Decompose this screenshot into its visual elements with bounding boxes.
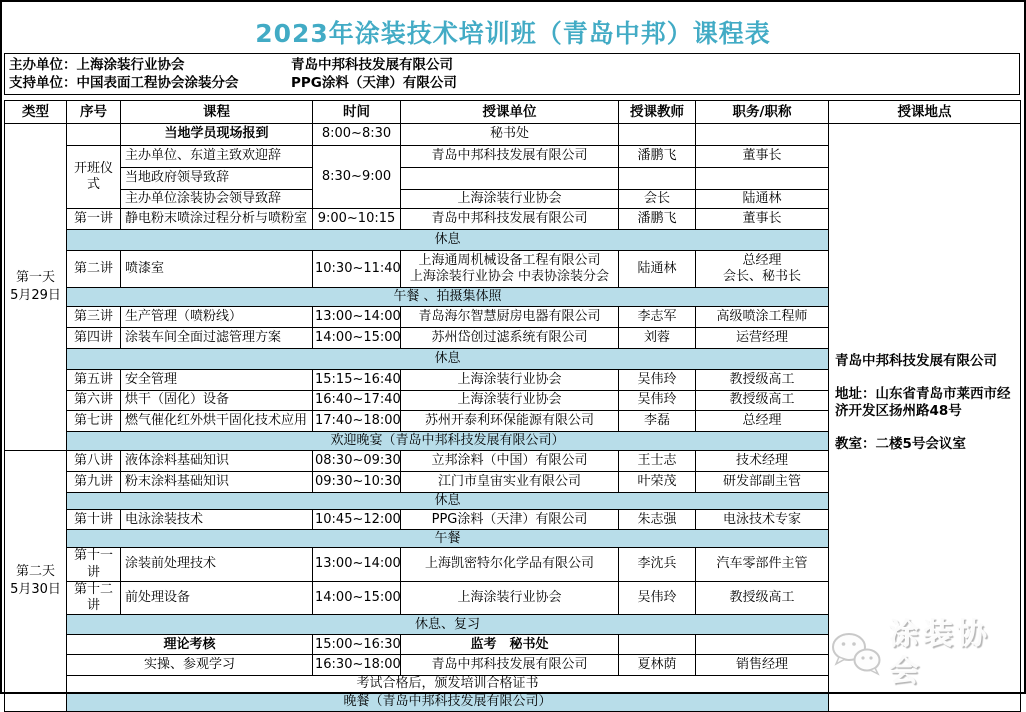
seq-cell: 第三讲 [67,307,121,328]
time-cell: 8:30~9:00 [313,146,401,209]
org-cell: 上海涂装行业协会 [401,190,619,209]
course-cell: 涂装车间全面过滤管理方案 [121,328,313,349]
org-cell: 江门市皇宙实业有限公司 [401,472,619,493]
org-cell: 青岛中邦科技发展有限公司 [401,209,619,230]
seq-cell [67,124,121,146]
course-cell: 当地政府领导致辞 [121,168,313,190]
title-cell [696,251,829,288]
title-cell [696,168,829,190]
seq-cell: 第十一讲 [67,548,121,582]
column-header-seq: 序号 [67,101,121,124]
host-row [9,56,1015,74]
column-header-type: 类型 [5,101,67,124]
teacher-cell: 吴伟玲 [619,391,696,411]
column-header-course: 课程 [121,101,313,124]
org-cell: PPG涂料（天津）有限公司 [401,510,619,530]
org-cell [401,251,619,288]
course-cell: 燃气催化红外烘干固化技术应用 [121,411,313,432]
course-cell: 液体涂料基础知识 [121,451,313,472]
course-cell: 主办单位、东道主致欢迎辞 [121,146,313,168]
seq-cell: 第十二讲 [67,581,121,615]
column-header-org: 授课单位 [401,101,619,124]
day-date: 5月29日 [10,288,61,303]
title-cell: 董事长 [696,209,829,230]
teacher-cell: 潘鹏飞 [619,146,696,168]
column-header-teacher: 授课教师 [619,101,696,124]
course-cell: 主办单位涂装协会领导致辞 [121,190,313,209]
title-cell: 总经理 [696,411,829,432]
table-row [5,124,1021,146]
course-cell: 粉末涂料基础知识 [121,472,313,493]
time-cell: 16:40~17:40 [313,391,401,411]
time-cell: 8:00~8:30 [313,124,401,146]
title-cell: 电泳技术专家 [696,510,829,530]
organizer-info-box [4,53,1020,95]
title-cell: 运营经理 [696,328,829,349]
time-cell: 10:45~12:00 [313,510,401,530]
page-title: 2023年涂装技术培训班（青岛中邦）课程表 [255,19,771,48]
host-label: 主办单位： [9,57,77,73]
time-cell: 9:00~10:15 [313,209,401,230]
teacher-cell: 吴伟玲 [619,581,696,615]
org-line-1: 上海通周机械设备工程有限公司 [418,252,601,268]
title-cell: 教授级高工 [696,391,829,411]
org-cell: 青岛海尔智慧厨房电器有限公司 [401,307,619,328]
time-cell: 09:30~10:30 [313,472,401,493]
column-header-time: 时间 [313,101,401,124]
title-cell [696,635,829,655]
column-header-location: 授课地点 [829,101,1021,124]
seq-cell: 第四讲 [67,328,121,349]
teacher-cell: 陆通林 [619,251,696,288]
time-cell: 15:15~16:40 [313,370,401,391]
teacher-cell [619,635,696,655]
title-cell: 技术经理 [696,451,829,472]
teacher-cell: 夏林荫 [619,655,696,676]
day-date: 5月30日 [10,581,61,597]
title-cell: 教授级高工 [696,370,829,391]
band-cell: 晚餐（青岛中邦科技发展有限公司） [67,693,829,711]
wechat-watermark [829,616,1014,691]
seq-cell: 开班仪式 [67,146,121,209]
title-cell: 教授级高工 [696,581,829,615]
org-cell: 上海涂装行业协会 [401,581,619,615]
seq-cell: 第九讲 [67,472,121,493]
teacher-cell: 叶荣茂 [619,472,696,493]
course-cell: 生产管理（喷粉线） [121,307,313,328]
time-cell: 14:00~15:00 [313,581,401,615]
title-cell: 董事长 [696,146,829,168]
course-cell: 当地学员现场报到 [121,124,313,146]
course-cell: 烘干（固化）设备 [121,391,313,411]
teacher-cell: 李志军 [619,307,696,328]
support-org-1: 中国表面工程协会涂装分会 [76,75,239,91]
org-cell: 苏州岱创过滤系统有限公司 [401,328,619,349]
seq-cell: 第六讲 [67,391,121,411]
location-cell [829,124,1021,712]
course-cell: 实操、参观学习 [67,655,313,676]
band-cell: 休息 [67,349,829,370]
title-line-2: 会长、秘书长 [722,269,801,284]
teacher-cell: 吴伟玲 [619,370,696,391]
schedule-table [4,100,1021,712]
title-cell: 高级喷涂工程师 [696,307,829,328]
time-cell: 16:30~18:00 [313,655,401,676]
course-cell: 安全管理 [121,370,313,391]
title-cell [696,124,829,146]
band-cell: 午餐 [67,530,829,548]
band-cell: 休息 [67,493,829,510]
host-org-1: 上海涂装行业协会 [76,57,185,73]
day-name: 第二天 [15,563,55,579]
note-cell: 考试合格后，颁发培训合格证书 [67,676,829,693]
band-cell: 午餐 、拍摄集体照 [67,288,829,307]
watermark-text: 涂装协会 [889,616,991,689]
time-cell: 15:00~16:30 [313,635,401,655]
org-cell: 立邦涂料（中国）有限公司 [401,451,619,472]
host-units [9,56,291,74]
title-line-1: 总经理 [742,252,782,268]
support-org-2: PPG涂料（天津）有限公司 [291,75,457,91]
teacher-cell: 李磊 [619,411,696,432]
support-label: 支持单位： [9,75,77,91]
teacher-cell: 潘鹏飞 [619,209,696,230]
location-company: 青岛中邦科技发展有限公司 [835,353,997,370]
title-cell: 汽车零部件主管 [696,548,829,582]
location-address: 地址：山东省青岛市莱西市经济开发区扬州路48号 [835,385,1011,420]
org-cell: 监考 秘书处 [401,635,619,655]
time-cell: 08:30~09:30 [313,451,401,472]
seq-cell: 第二讲 [67,251,121,288]
band-cell: 休息 [67,230,829,251]
course-cell: 静电粉末喷涂过程分析与喷粉室 [121,209,313,230]
course-cell: 理论考核 [67,635,313,655]
course-cell: 电泳涂装技术 [121,510,313,530]
course-cell: 喷漆室 [121,251,313,288]
org-cell: 青岛中邦科技发展有限公司 [401,655,619,676]
course-cell: 涂装前处理技术 [121,548,313,582]
seq-cell: 第七讲 [67,411,121,432]
seq-cell: 第五讲 [67,370,121,391]
teacher-cell: 李沈兵 [619,548,696,582]
support-units [9,74,291,92]
time-cell: 14:00~15:00 [313,328,401,349]
time-cell: 10:30~11:40 [313,251,401,288]
org-cell: 青岛中邦科技发展有限公司 [401,146,619,168]
org-cell: 秘书处 [401,124,619,146]
title-cell: 陆通林 [696,190,829,209]
time-cell: 13:00~14:00 [313,548,401,582]
band-cell: 欢迎晚宴（青岛中邦科技发展有限公司） [67,432,829,451]
title-cell: 研发部副主管 [696,472,829,493]
time-cell: 13:00~14:00 [313,307,401,328]
wechat-icon [829,630,883,676]
teacher-cell: 王士志 [619,451,696,472]
day-cell-2 [5,451,67,712]
course-cell: 前处理设备 [121,581,313,615]
band-cell: 休息、复习 [67,615,829,635]
day-cell-1 [5,124,67,451]
seq-cell: 第一讲 [67,209,121,230]
location-info [835,353,1016,453]
host-org-2: 青岛中邦科技发展有限公司 [291,57,453,73]
teacher-cell [619,168,696,190]
title-cell: 销售经理 [696,655,829,676]
column-header-title: 职务/职称 [696,101,829,124]
org-line-2: 上海涂装行业协会 中表协涂装分会 [409,269,610,284]
org-cell: 上海凯密特尔化学品有限公司 [401,548,619,582]
location-room: 教室：二楼5号会议室 [835,435,966,452]
seq-cell: 第十讲 [67,510,121,530]
teacher-cell: 朱志强 [619,510,696,530]
support-row [9,74,1015,92]
time-cell: 17:40~18:00 [313,411,401,432]
org-cell [401,168,619,190]
teacher-cell [619,124,696,146]
org-cell: 苏州开泰利环保能源有限公司 [401,411,619,432]
teacher-cell: 刘蓉 [619,328,696,349]
org-cell: 上海涂装行业协会 [401,370,619,391]
header-row [5,101,1021,124]
day-name: 第一天 [15,269,55,285]
teacher-cell: 会长 [619,190,696,209]
org-cell: 上海涂装行业协会 [401,391,619,411]
seq-cell: 第八讲 [67,451,121,472]
